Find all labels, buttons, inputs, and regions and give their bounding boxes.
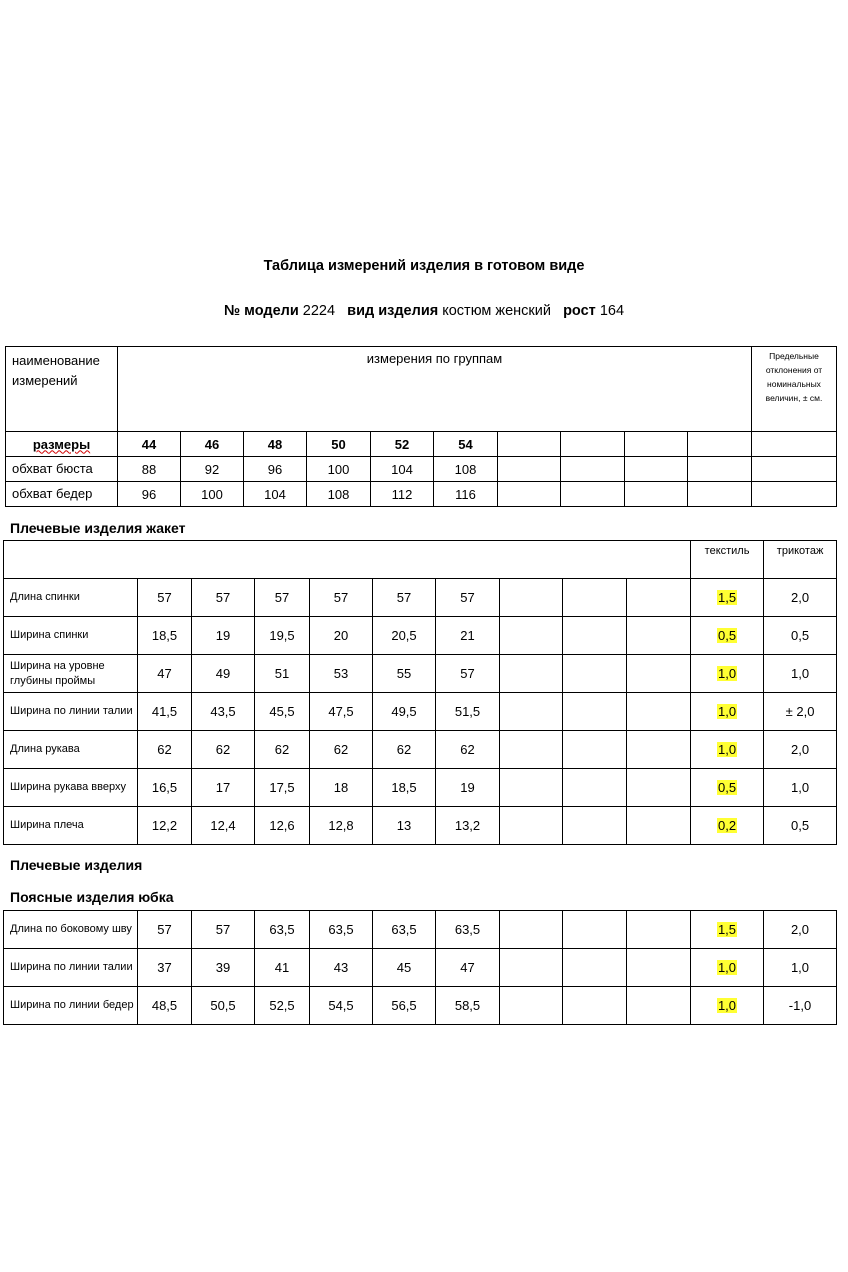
value-cell: 104 — [244, 482, 307, 507]
row-label: Ширина на уровне глубины проймы — [4, 655, 138, 693]
knit-cell: 1,0 — [764, 655, 837, 693]
textile-cell — [691, 617, 764, 655]
name-header: наименование измерений — [6, 347, 118, 432]
value-cell: 48,5 — [138, 987, 192, 1025]
jacket-table — [3, 540, 837, 845]
value-cell: 21 — [436, 617, 500, 655]
value-cell: 100 — [307, 457, 371, 482]
knit-header: трикотаж — [764, 541, 837, 579]
row-label: обхват бюста — [6, 457, 118, 482]
value-cell: 43 — [310, 949, 373, 987]
size-cell: 52 — [371, 432, 434, 457]
table-row — [6, 457, 837, 482]
value-cell: 12,6 — [255, 807, 310, 845]
value-cell: 49,5 — [373, 693, 436, 731]
value-cell: 19 — [436, 769, 500, 807]
knit-cell: 2,0 — [764, 579, 837, 617]
model-label: № модели — [223, 303, 299, 319]
value-cell: 20 — [310, 617, 373, 655]
textile-value: 1,0 — [717, 960, 737, 975]
knit-cell: -1,0 — [764, 987, 837, 1025]
value-cell: 45 — [373, 949, 436, 987]
value-cell: 55 — [373, 655, 436, 693]
sizes-table — [5, 346, 837, 507]
height-value: 164 — [599, 303, 625, 319]
value-cell: 116 — [434, 482, 498, 507]
textile-cell — [691, 807, 764, 845]
row-label: Длина рукава — [4, 731, 138, 769]
row-label: Ширина по линии бедер — [4, 987, 138, 1025]
value-cell: 57 — [310, 579, 373, 617]
value-cell: 108 — [434, 457, 498, 482]
knit-cell: 2,0 — [764, 911, 837, 949]
table-row — [4, 579, 837, 617]
value-cell: 58,5 — [436, 987, 500, 1025]
textile-cell — [691, 693, 764, 731]
knit-cell: 0,5 — [764, 807, 837, 845]
textile-value: 1,0 — [717, 998, 737, 1013]
kind-value: костюм женский — [442, 303, 551, 319]
value-cell: 108 — [307, 482, 371, 507]
size-cell: 44 — [118, 432, 181, 457]
value-cell: 18 — [310, 769, 373, 807]
value-cell: 50,5 — [192, 987, 255, 1025]
value-cell: 57 — [436, 655, 500, 693]
textile-value: 0,5 — [718, 628, 737, 643]
textile-header: текстиль — [691, 541, 764, 579]
value-cell: 47 — [138, 655, 192, 693]
row-label: Ширина по линии талии — [4, 949, 138, 987]
textile-cell — [691, 769, 764, 807]
table-row — [4, 617, 837, 655]
skirt-table — [3, 910, 837, 1025]
size-cell: 54 — [434, 432, 498, 457]
value-cell: 57 — [138, 579, 192, 617]
groups-header: измерения по группам — [118, 347, 752, 432]
value-cell: 63,5 — [310, 911, 373, 949]
row-label: обхват бедер — [6, 482, 118, 507]
row-label: Ширина плеча — [4, 807, 138, 845]
value-cell: 17 — [192, 769, 255, 807]
value-cell: 12,2 — [138, 807, 192, 845]
table-row — [6, 482, 837, 507]
textile-cell — [691, 949, 764, 987]
size-cell: 48 — [244, 432, 307, 457]
value-cell: 51,5 — [436, 693, 500, 731]
value-cell: 49 — [192, 655, 255, 693]
textile-cell — [691, 579, 764, 617]
value-cell: 57 — [373, 579, 436, 617]
value-cell: 13 — [373, 807, 436, 845]
value-cell: 57 — [192, 911, 255, 949]
textile-value: 0,2 — [718, 818, 737, 833]
value-cell: 19,5 — [255, 617, 310, 655]
value-cell: 18,5 — [138, 617, 192, 655]
value-cell: 112 — [371, 482, 434, 507]
value-cell: 63,5 — [255, 911, 310, 949]
table-row — [4, 987, 837, 1025]
row-label: Длина по боковому шву — [4, 911, 138, 949]
value-cell: 88 — [118, 457, 181, 482]
value-cell: 57 — [138, 911, 192, 949]
value-cell: 63,5 — [373, 911, 436, 949]
row-label: Ширина по линии талии — [4, 693, 138, 731]
model-line — [0, 303, 848, 319]
value-cell: 100 — [181, 482, 244, 507]
row-label: Ширина спинки — [4, 617, 138, 655]
value-cell: 51 — [255, 655, 310, 693]
table-row — [4, 731, 837, 769]
textile-value: 1,5 — [717, 922, 737, 937]
value-cell: 96 — [244, 457, 307, 482]
value-cell: 52,5 — [255, 987, 310, 1025]
value-cell: 92 — [181, 457, 244, 482]
textile-value: 1,0 — [718, 666, 737, 681]
textile-value: 1,5 — [718, 590, 737, 605]
knit-cell: 1,0 — [764, 949, 837, 987]
size-cell: 46 — [181, 432, 244, 457]
value-cell: 17,5 — [255, 769, 310, 807]
value-cell: 62 — [373, 731, 436, 769]
kind-label: вид изделия — [347, 303, 439, 319]
table-row — [4, 655, 837, 693]
value-cell: 54,5 — [310, 987, 373, 1025]
table-row — [4, 949, 837, 987]
table-row — [4, 807, 837, 845]
value-cell: 96 — [118, 482, 181, 507]
section-shoulder: Плечевые изделия — [10, 857, 143, 873]
tolerance-header: Предельные отклонения от номинальных величин, ± см. — [752, 347, 837, 432]
value-cell: 62 — [192, 731, 255, 769]
value-cell: 57 — [436, 579, 500, 617]
value-cell: 18,5 — [373, 769, 436, 807]
value-cell: 62 — [138, 731, 192, 769]
textile-value: 1,0 — [718, 704, 737, 719]
value-cell: 53 — [310, 655, 373, 693]
value-cell: 62 — [255, 731, 310, 769]
value-cell: 19 — [192, 617, 255, 655]
textile-cell — [691, 987, 764, 1025]
knit-cell: 1,0 — [764, 769, 837, 807]
sizes-row — [6, 432, 837, 457]
table-row — [4, 911, 837, 949]
textile-value: 0,5 — [718, 780, 737, 795]
section-jacket: Плечевые изделия жакет — [10, 520, 186, 536]
value-cell: 16,5 — [138, 769, 192, 807]
value-cell: 41 — [255, 949, 310, 987]
value-cell: 45,5 — [255, 693, 310, 731]
value-cell: 37 — [138, 949, 192, 987]
value-cell: 12,8 — [310, 807, 373, 845]
value-cell: 104 — [371, 457, 434, 482]
value-cell: 57 — [255, 579, 310, 617]
value-cell: 47 — [436, 949, 500, 987]
value-cell: 47,5 — [310, 693, 373, 731]
size-cell: 50 — [307, 432, 371, 457]
value-cell: 13,2 — [436, 807, 500, 845]
row-label: Длина спинки — [4, 579, 138, 617]
value-cell: 20,5 — [373, 617, 436, 655]
value-cell: 12,4 — [192, 807, 255, 845]
section-skirt: Поясные изделия юбка — [10, 889, 174, 905]
table-row — [4, 769, 837, 807]
value-cell: 41,5 — [138, 693, 192, 731]
table-row — [4, 693, 837, 731]
value-cell: 57 — [192, 579, 255, 617]
height-label: рост — [563, 303, 596, 319]
textile-cell — [691, 911, 764, 949]
sizes-label: размеры — [6, 432, 118, 457]
textile-value: 1,0 — [718, 742, 737, 757]
knit-cell: 0,5 — [764, 617, 837, 655]
knit-cell: 2,0 — [764, 731, 837, 769]
value-cell: 39 — [192, 949, 255, 987]
value-cell: 56,5 — [373, 987, 436, 1025]
value-cell: 62 — [310, 731, 373, 769]
model-value: 2224 — [302, 303, 336, 319]
page-title: Таблица измерений изделия в готовом виде — [263, 258, 585, 274]
row-label: Ширина рукава вверху — [4, 769, 138, 807]
textile-cell — [691, 655, 764, 693]
value-cell: 62 — [436, 731, 500, 769]
knit-cell: ± 2,0 — [764, 693, 837, 731]
value-cell: 63,5 — [436, 911, 500, 949]
textile-cell — [691, 731, 764, 769]
value-cell: 43,5 — [192, 693, 255, 731]
